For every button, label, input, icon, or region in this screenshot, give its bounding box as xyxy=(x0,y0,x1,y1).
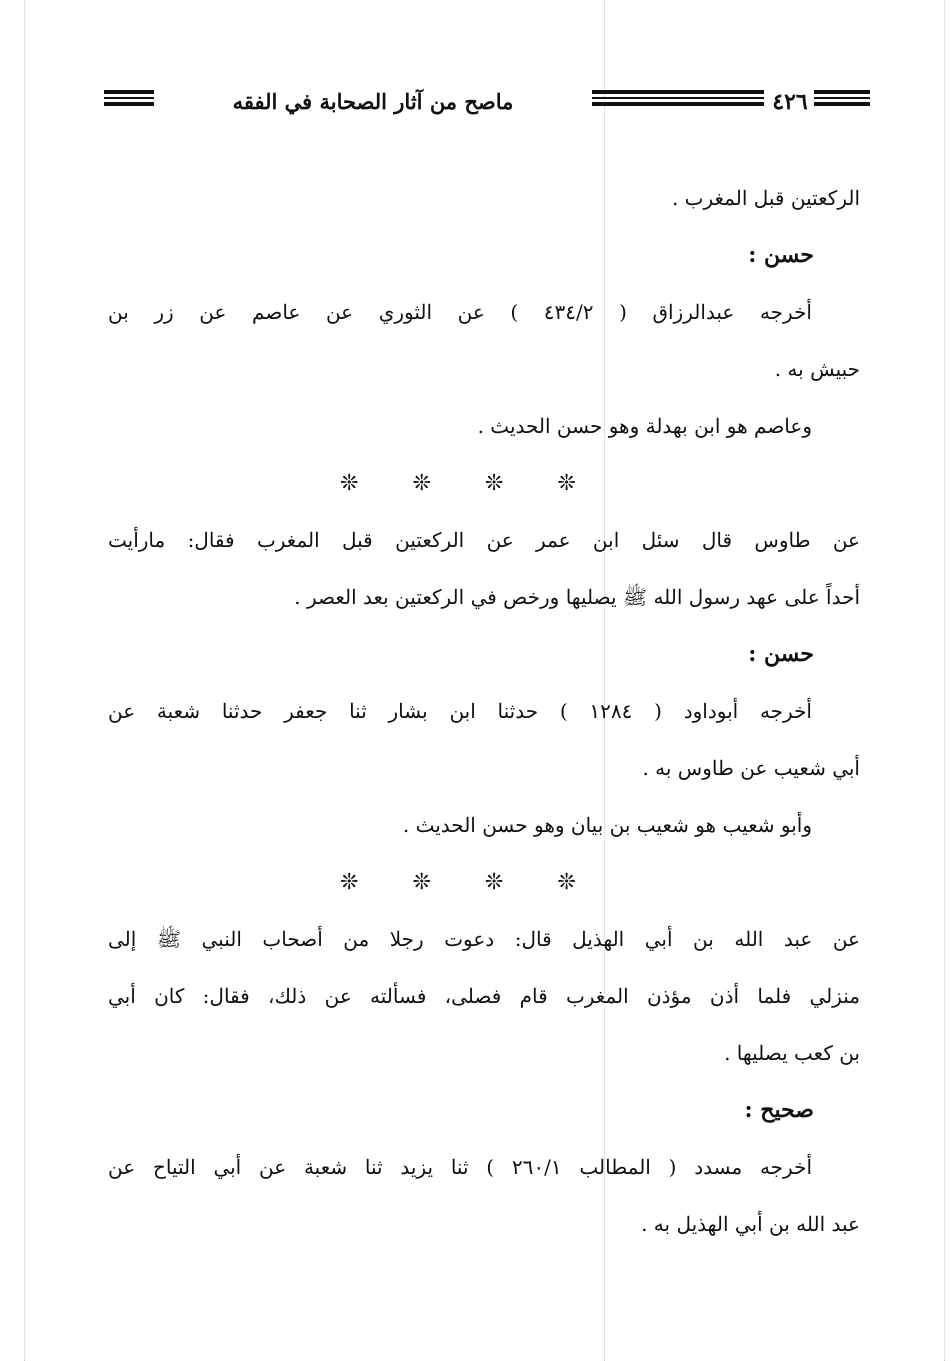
star-ornament: ❊ xyxy=(557,870,576,895)
text-line: أخرجه أبوداود ( ١٢٨٤ ) حدثنا ابن بشار ثنا جعفر حدثنا شعبة عن xyxy=(108,699,812,723)
text-line: بن كعب يصليها . xyxy=(724,1041,860,1065)
scan-guide-line xyxy=(24,0,25,1361)
grade-heading: حسن : xyxy=(748,242,814,268)
star-ornament: ❊ xyxy=(412,471,431,496)
star-ornament: ❊ xyxy=(484,471,504,496)
text-line: الركعتين قبل المغرب . xyxy=(671,186,860,210)
section-separator xyxy=(108,854,860,911)
text-line: أخرجه عبدالرزاق ( ٤٣٤/٢ ) عن الثوري عن عاصم عن زر بن xyxy=(108,300,812,324)
header-rule-right xyxy=(814,90,870,114)
star-ornament: ❊ xyxy=(412,870,431,895)
text-line: حبيش به . xyxy=(774,357,860,381)
text-line: عبد الله بن أبي الهذيل به . xyxy=(641,1212,860,1236)
text-line: عن عبد الله بن أبي الهذيل قال: دعوت رجلا من أصحاب النبي ﷺ إلى xyxy=(108,927,860,951)
section-separator xyxy=(108,455,860,512)
star-ornament: ❊ xyxy=(484,870,504,895)
star-ornament: ❊ xyxy=(340,870,359,895)
text-line: وعاصم هو ابن بهدلة وهو حسن الحديث . xyxy=(477,414,812,438)
text-line: وأبو شعيب هو شعيب بن بيان وهو حسن الحديث . xyxy=(402,813,812,837)
page-body xyxy=(108,170,860,1253)
text-line: أحداً على عهد رسول الله ﷺ يصليها ورخص في الركعتين بعد العصر . xyxy=(294,585,860,609)
star-ornament: ❊ xyxy=(340,471,359,496)
grade-heading: صحيح : xyxy=(744,1097,814,1123)
page-number: ٤٢٦ xyxy=(764,84,816,120)
text-line: عن طاوس قال سئل ابن عمر عن الركعتين قبل المغرب فقال: مارأيت xyxy=(108,528,860,552)
text-line: أخرجه مسدد ( المطالب ٢٦٠/١ ) ثنا يزيد ثنا شعبة عن أبي التياح عن xyxy=(108,1155,812,1179)
text-line: منزلي فلما أذن مؤذن المغرب قام فصلى، فسألته عن ذلك، فقال: كان أبي xyxy=(108,984,860,1008)
page-header xyxy=(104,84,870,120)
grade-heading: حسن : xyxy=(748,641,814,667)
header-rule-left xyxy=(104,90,154,114)
header-title: ماصح من آثار الصحابة في الفقه xyxy=(158,84,588,120)
text-line: أبي شعيب عن طاوس به . xyxy=(642,756,860,780)
scan-guide-line xyxy=(944,0,945,1361)
star-ornament: ❊ xyxy=(557,471,576,496)
